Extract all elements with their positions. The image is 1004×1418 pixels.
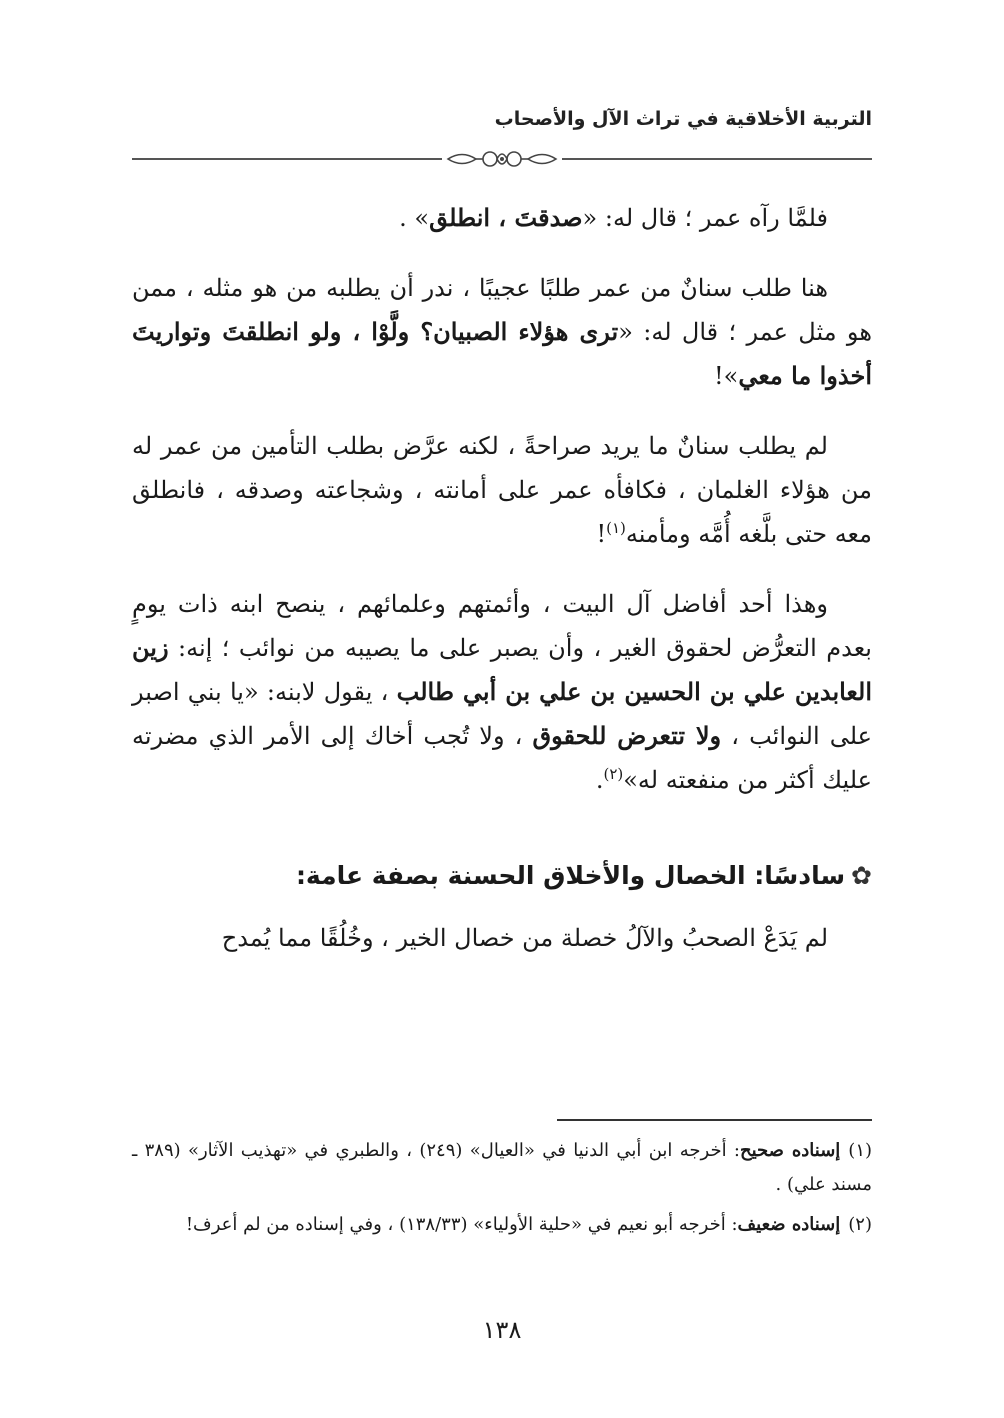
text-run: » . (399, 204, 430, 232)
footnote-ref: (١) (606, 519, 626, 537)
paragraph (132, 424, 872, 556)
footnote (132, 1208, 872, 1242)
emphasis-text: زين العابدين علي بن الحسين بن علي بن أبي طالب (132, 633, 872, 706)
text-run: ، يقول لابنه: «يا بني اصبر على النوائب ، (132, 678, 873, 750)
ornament-icon (442, 146, 562, 172)
footnote (132, 1134, 872, 1202)
running-header-title: التربية الأخلاقية في تراث الآل والأصحاب (494, 108, 872, 130)
footnote-label: إسناده صحيح (740, 1140, 841, 1161)
section-heading-text: سادسًا: الخصال والأخلاق الحسنة بصفة عامة: (295, 861, 846, 890)
emphasis-text: صدقتَ ، انطلق (429, 203, 583, 232)
footnote-rule (557, 1119, 872, 1121)
footnote-label: إسناده ضعيف (737, 1214, 841, 1235)
text-run: ! (596, 520, 607, 548)
emphasis-text: ولا تتعرض للحقوق (532, 721, 722, 750)
text-run: . (595, 766, 604, 794)
text-run: لم يطلب سنانٌ ما يريد صراحةً ، لكنه عرَّض بطلب التأمين من عمر له من هؤلاء الغلمان ، فكافأه عمر على أمانته ، وشجاعته وصدقه ، فانطلق معه حتى بلَّغه أُمَّه ومأمنه (132, 432, 872, 548)
emphasis-text: ترى هؤلاء الصبيان؟ ولَّوْا ، ولو انطلقتَ وتواريتَ أخذوا ما معي (132, 317, 872, 390)
paragraph (132, 266, 872, 398)
paragraph-continued: لم يَدَعْ الصحبُ والآلُ خصلة من خصال الخير ، وخُلُقًا مما يُمدح (221, 924, 828, 952)
main-text (132, 196, 872, 986)
book-page (132, 0, 872, 1418)
paragraph (132, 196, 872, 240)
footnote-text: : أخرجه ابن أبي الدنيا في «العيال» (٢٤٩) ، والطبري في «تهذيب الآثار» (٣٨٩ ـ مسند علي) . (132, 1140, 872, 1195)
text-run: فلمَّا رآه عمر ؛ قال له: « (582, 204, 828, 232)
footnote-text: : أخرجه أبو نعيم في «حلية الأولياء» (١٣٨/٣٣) ، وفي إسناده من لم أعرف! (185, 1214, 738, 1235)
footnote-ref: (٢) (603, 765, 624, 783)
flower-icon: ✿ (851, 861, 872, 890)
footnote-number: (١) (848, 1140, 873, 1161)
section-heading (132, 854, 872, 898)
text-run: هنا طلب سنانٌ من عمر طلبًا عجيبًا ، ندر أن يطلبه من هو مثله ، ممن هو مثل عمر ؛ قال له: « (132, 274, 872, 346)
text-run: »! (713, 362, 739, 390)
text-run: ، ولا تُجب أخاك إلى الأمر الذي مضرته عليك أكثر من منفعته له» (132, 722, 872, 794)
paragraph (132, 582, 872, 802)
text-run: وهذا أحد أفاضل آل البيت ، وأئمتهم وعلمائهم ، ينصح ابنه ذات يومٍ بعدم التعرُّض لحقوق الغير ، وأن يصبر على ما يصيبه من نوائب ؛ إنه: (132, 590, 872, 662)
page-number: ١٣٨ (482, 1316, 522, 1344)
footnote-number: (٢) (848, 1214, 872, 1235)
footnotes (132, 1134, 872, 1248)
